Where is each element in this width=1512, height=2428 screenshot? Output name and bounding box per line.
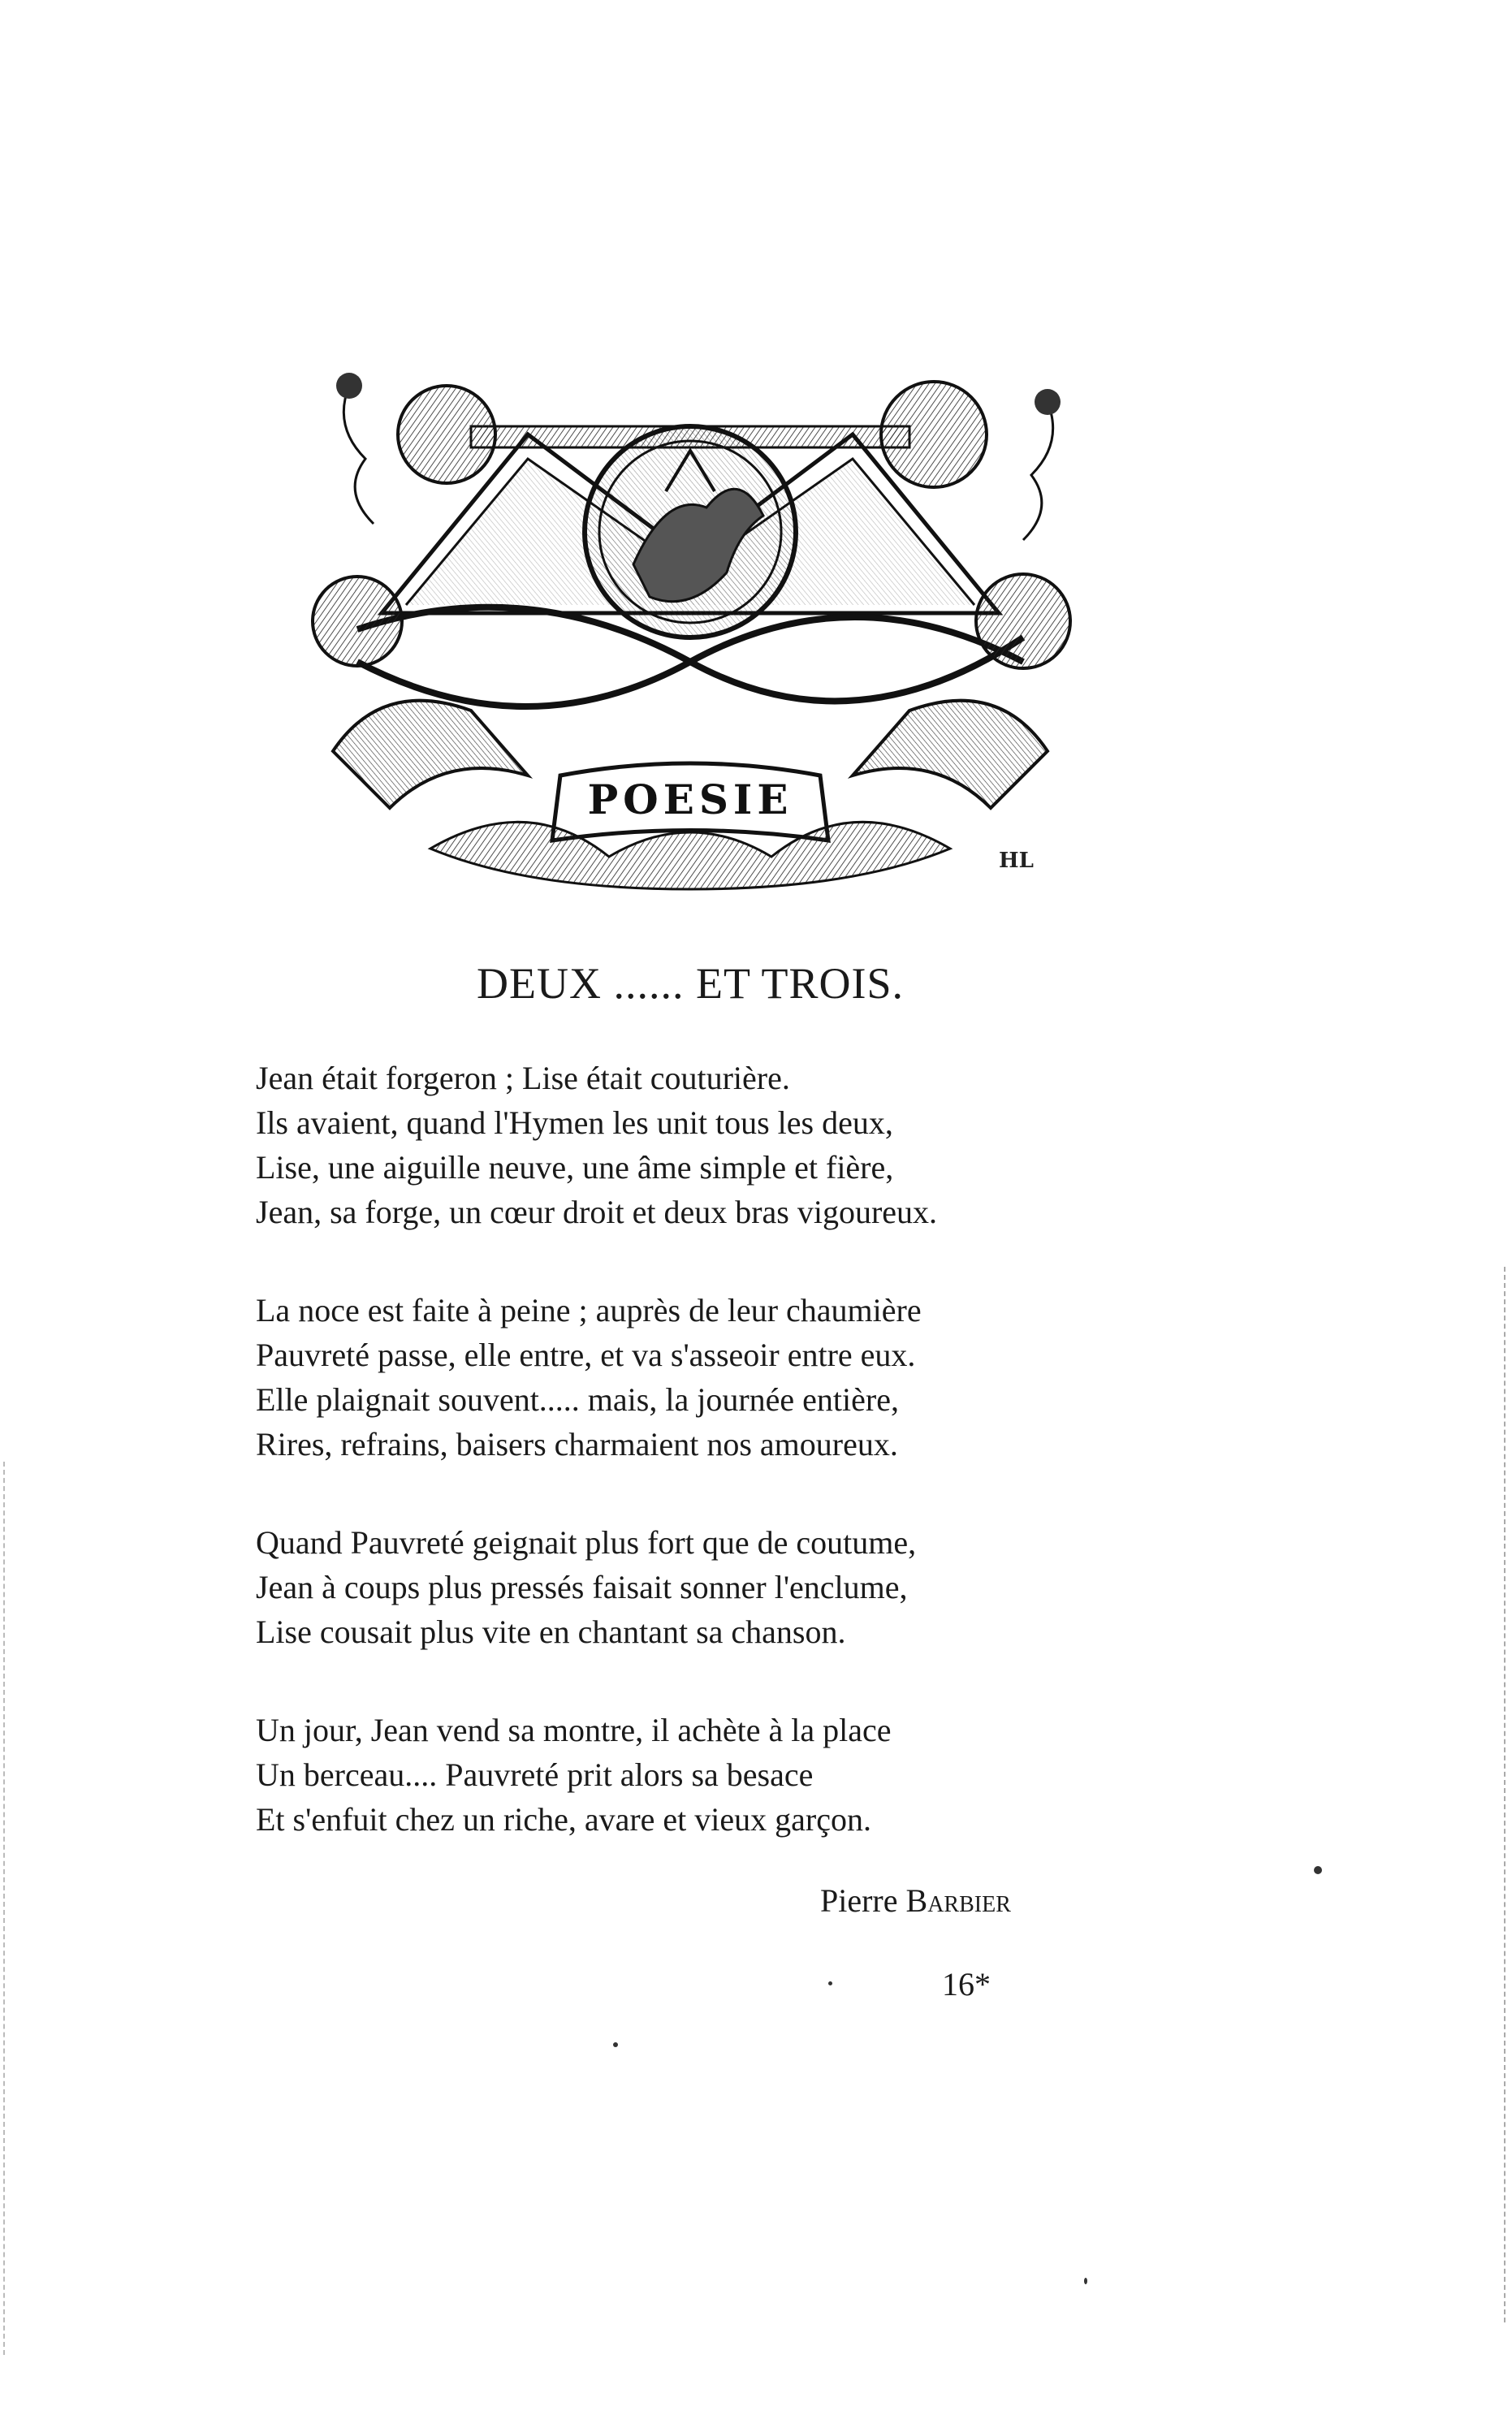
engraver-monogram: HL bbox=[999, 849, 1034, 873]
verse-line: Un berceau.... Pauvreté prit alors sa besace bbox=[256, 1756, 814, 1793]
poesie-vignette bbox=[284, 369, 1096, 922]
stanza bbox=[256, 1288, 1149, 1467]
verse-line: Jean à coups plus pressés faisait sonner l'enclume, bbox=[256, 1569, 908, 1605]
stanza bbox=[256, 1708, 1149, 1842]
stanza bbox=[256, 1520, 1149, 1654]
engraving-ornament-icon bbox=[284, 369, 1096, 922]
poem-title: DEUX ...... ET TROIS. bbox=[476, 959, 904, 1008]
poem-author bbox=[820, 1881, 1011, 1920]
vignette-banner-text: POESIE bbox=[587, 775, 793, 823]
verse-line: Elle plaignait souvent..... mais, la journée entière, bbox=[256, 1381, 899, 1418]
page-number: 16* bbox=[942, 1966, 991, 2002]
verse-line: Lise, une aiguille neuve, une âme simple et fière, bbox=[256, 1149, 894, 1186]
page-edge-left bbox=[3, 1462, 6, 2355]
verse-line: Un jour, Jean vend sa montre, il achète à la place bbox=[256, 1712, 892, 1748]
author-last-name: Barbier bbox=[905, 1882, 1011, 1919]
verse-line: Pauvreté passe, elle entre, et va s'asseoir entre eux. bbox=[256, 1337, 916, 1373]
verse-line: Ils avaient, quand l'Hymen les unit tous les deux, bbox=[256, 1104, 893, 1141]
poem-body bbox=[256, 1056, 1149, 1842]
stanza bbox=[256, 1056, 1149, 1234]
page-edge-right bbox=[1502, 1267, 1506, 2322]
author-first-name: Pierre bbox=[820, 1882, 898, 1919]
verse-line: Lise cousait plus vite en chantant sa chanson. bbox=[256, 1614, 846, 1650]
verse-line: Et s'enfuit chez un riche, avare et vieux garçon. bbox=[256, 1801, 871, 1838]
verse-line: La noce est faite à peine ; auprès de leur chaumière bbox=[256, 1292, 922, 1328]
verse-line: Rires, refrains, baisers charmaient nos amoureux. bbox=[256, 1426, 898, 1462]
verse-line: Quand Pauvreté geignait plus fort que de coutume, bbox=[256, 1524, 917, 1561]
verse-line: Jean était forgeron ; Lise était couturière. bbox=[256, 1060, 790, 1096]
verse-line: Jean, sa forge, un cœur droit et deux bras vigoureux. bbox=[256, 1194, 938, 1230]
